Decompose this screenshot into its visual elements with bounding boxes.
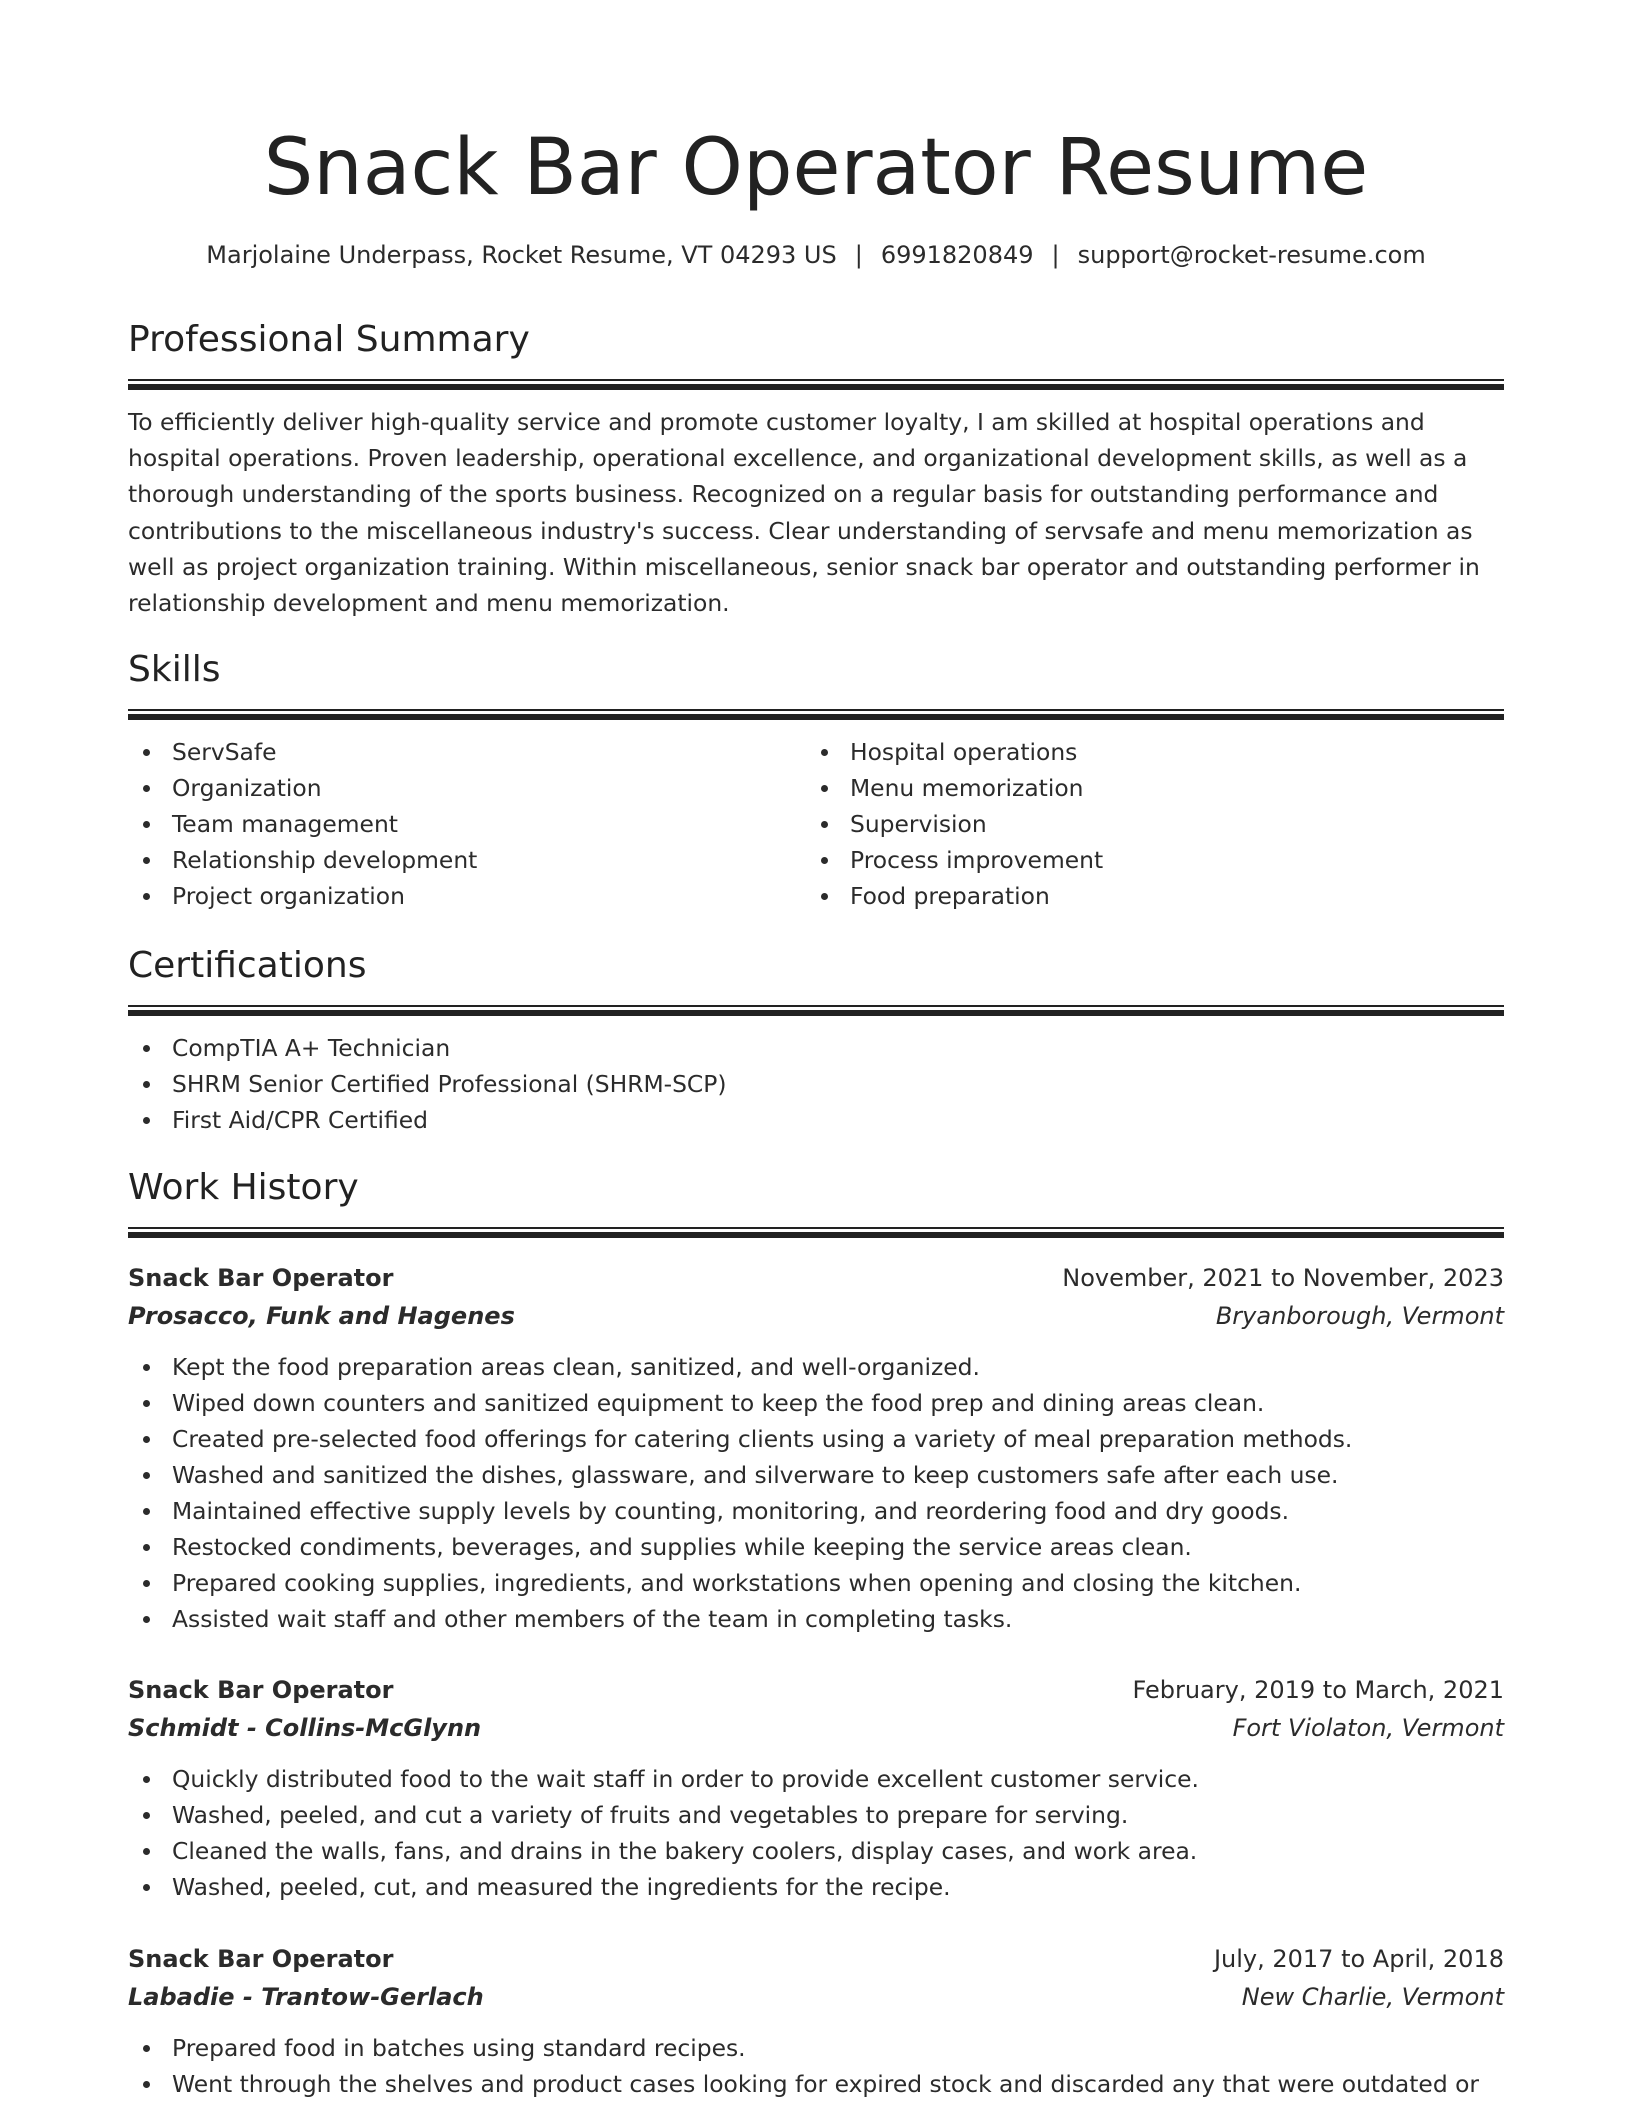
skill-item: Organization [128, 770, 806, 806]
job-entry [128, 1671, 1504, 1905]
job-bullet: Restocked condiments, beverages, and supplies while keeping the service areas clean. [128, 1529, 1504, 1565]
job-bullet: Cleaned the walls, fans, and drains in the bakery coolers, display cases, and work area. [128, 1833, 1504, 1869]
job-bullet: Assisted wait staff and other members of the team in completing tasks. [128, 1601, 1504, 1637]
work-history-section [128, 1163, 1504, 1238]
job-title: Snack Bar Operator [128, 1264, 394, 1292]
job-entry [128, 1259, 1504, 1637]
resume-title: Snack Bar Operator Resume [263, 123, 1369, 213]
section-heading: Professional Summary [128, 319, 530, 360]
job-bullet: Maintained effective supply levels by counting, monitoring, and reordering food and dry goods. [128, 1493, 1504, 1529]
skill-item: Relationship development [128, 842, 806, 878]
job-bullet: Went through the shelves and product cases looking for expired stock and discarded any that were outdated or [128, 2066, 1504, 2102]
section-heading: Certifications [128, 945, 367, 986]
certification-item: CompTIA A+ Technician [128, 1030, 1504, 1066]
skill-item: ServSafe [128, 734, 806, 770]
job-bullet: Kept the food preparation areas clean, sanitized, and well-organized. [128, 1349, 1504, 1385]
skills-list-left [128, 734, 806, 914]
contact-phone: 6991820849 [880, 241, 1034, 269]
section-heading: Work History [128, 1167, 359, 1208]
job-dates: July, 2017 to April, 2018 [1213, 1945, 1504, 1973]
job-bullet: Wiped down counters and sanitized equipment to keep the food prep and dining areas clean. [128, 1385, 1504, 1421]
contact-line [128, 237, 1504, 273]
certifications-section [128, 941, 1504, 1138]
job-subheader [128, 1709, 1504, 1747]
job-header [128, 1259, 1504, 1297]
job-dates: February, 2019 to March, 2021 [1132, 1676, 1504, 1704]
job-title: Snack Bar Operator [128, 1945, 394, 1973]
skill-item: Supervision [806, 806, 1484, 842]
section-heading: Skills [128, 649, 221, 690]
job-dates: November, 2021 to November, 2023 [1062, 1264, 1504, 1292]
job-location: New Charlie, Vermont [1241, 1983, 1504, 2011]
contact-separator: | [1051, 241, 1060, 269]
job-company: Prosacco, Funk and Hagenes [128, 1302, 515, 1330]
skills-columns [128, 734, 1504, 914]
job-subheader [128, 1297, 1504, 1335]
job-bullet: Prepared cooking supplies, ingredients, and workstations when opening and closing the kitchen. [128, 1565, 1504, 1601]
skill-item: Team management [128, 806, 806, 842]
job-location: Fort Violaton, Vermont [1232, 1714, 1504, 1742]
job-bullet: Quickly distributed food to the wait staff in order to provide excellent customer service. [128, 1761, 1504, 1797]
job-bullet: Prepared food in batches using standard recipes. [128, 2030, 1504, 2066]
skills-list-right [806, 734, 1484, 914]
job-bullet: Washed, peeled, cut, and measured the ingredients for the recipe. [128, 1869, 1504, 1905]
certification-item: SHRM Senior Certified Professional (SHRM-SCP) [128, 1066, 1504, 1102]
skill-item: Food preparation [806, 878, 1484, 914]
job-subheader [128, 1978, 1504, 2016]
job-header [128, 1940, 1504, 1978]
summary-section [128, 315, 1504, 621]
job-bullet: Created pre-selected food offerings for catering clients using a variety of meal preparation methods. [128, 1421, 1504, 1457]
skills-section [128, 645, 1504, 914]
summary-text: To efficiently deliver high-quality service and promote customer loyalty, I am skilled at hospital operations and hospital operations. Proven leadership, operational excellence, and organizational development skills, as well as a thorough understanding of the sports business. Recognized on a regular basis for outstanding performance and contributions to the miscellaneous industry's success. Clear understanding of servsafe and menu memorization as well as project organization training. Within miscellaneous, senior snack bar operator and outstanding performer in relationship development and menu memorization. [128, 408, 1480, 618]
certification-item: First Aid/CPR Certified [128, 1102, 1504, 1138]
skill-item: Hospital operations [806, 734, 1484, 770]
job-company: Schmidt - Collins-McGlynn [128, 1714, 482, 1742]
contact-email: support@rocket-resume.com [1077, 241, 1426, 269]
section-divider [128, 1005, 1504, 1016]
skill-item: Process improvement [806, 842, 1484, 878]
job-company: Labadie - Trantow-Gerlach [128, 1983, 484, 2011]
job-location: Bryanborough, Vermont [1215, 1302, 1504, 1330]
job-title: Snack Bar Operator [128, 1676, 394, 1704]
job-bullets [128, 2030, 1504, 2102]
job-bullet: Washed, peeled, and cut a variety of fruits and vegetables to prepare for serving. [128, 1797, 1504, 1833]
contact-address: Marjolaine Underpass, Rocket Resume, VT 04293 US [206, 241, 837, 269]
section-divider [128, 709, 1504, 720]
section-divider [128, 1227, 1504, 1238]
skill-item: Project organization [128, 878, 806, 914]
job-bullets [128, 1349, 1504, 1637]
job-bullet: Washed and sanitized the dishes, glassware, and silverware to keep customers safe after each use. [128, 1457, 1504, 1493]
contact-separator: | [854, 241, 863, 269]
certifications-list [128, 1030, 1504, 1138]
job-header [128, 1671, 1504, 1709]
skill-item: Menu memorization [806, 770, 1484, 806]
job-entry [128, 1940, 1504, 2102]
section-divider [128, 379, 1504, 390]
job-bullets [128, 1761, 1504, 1905]
